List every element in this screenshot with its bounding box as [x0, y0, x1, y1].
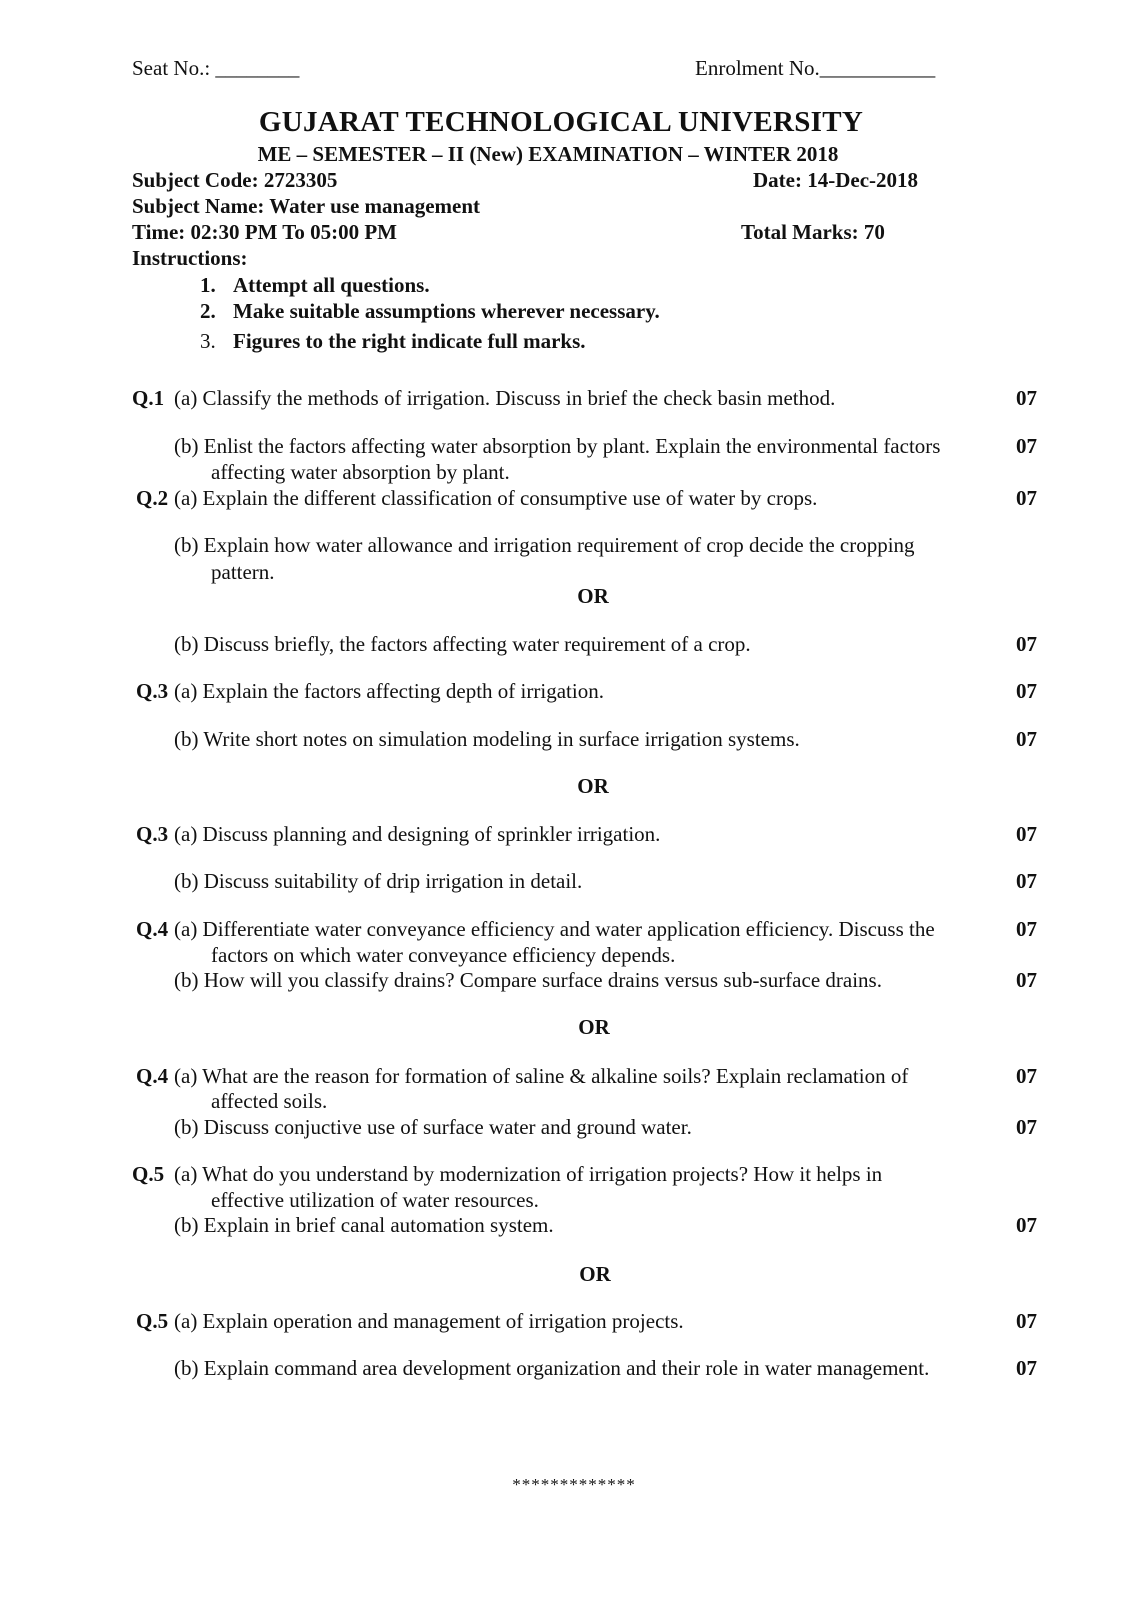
or-divider: OR [577, 774, 609, 798]
marks: 07 [1016, 1115, 1037, 1139]
question-label: Q.4 [136, 1064, 169, 1088]
question-label: Q.4 [136, 917, 169, 941]
marks: 07 [1016, 632, 1037, 656]
question-part-b-alt: (b) Discuss briefly, the factors affecting water requirement of a crop. [174, 632, 751, 656]
question-label: Q.2 [136, 486, 169, 510]
question-label: Q.5 [132, 1162, 165, 1186]
exam-title: ME – SEMESTER – II (New) EXAMINATION – WINTER 2018 [257, 142, 839, 166]
marks: 07 [1016, 968, 1037, 992]
total-marks: Total Marks: 70 [741, 220, 885, 244]
marks: 07 [1016, 1213, 1037, 1237]
marks: 07 [1016, 434, 1037, 458]
instruction-text: Attempt all questions. [233, 273, 430, 297]
question-part-b: (b) Enlist the factors affecting water absorption by plant. Explain the environmental factors [174, 434, 941, 458]
question-label: Q.3 [136, 822, 169, 846]
university-title: GUJARAT TECHNOLOGICAL UNIVERSITY [258, 106, 864, 138]
question-label: Q.5 [136, 1309, 169, 1333]
marks: 07 [1016, 1356, 1037, 1380]
or-divider: OR [579, 1262, 611, 1286]
question-part-b-alt: (b) Discuss suitability of drip irrigation in detail. [174, 869, 583, 893]
marks: 07 [1016, 1309, 1037, 1333]
question-part-a-continued: effective utilization of water resources. [211, 1188, 539, 1212]
question-part-a-alt: (a) What are the reason for formation of saline & alkaline soils? Explain reclamation of [174, 1064, 909, 1088]
question-part-a: (a) Explain the different classification of consumptive use of water by crops. [174, 486, 818, 510]
marks: 07 [1016, 869, 1037, 893]
marks: 07 [1016, 1064, 1037, 1088]
instruction-text: Make suitable assumptions wherever necessary. [233, 299, 660, 323]
question-part-b-continued: affecting water absorption by plant. [211, 460, 510, 484]
instruction-number: 1. [200, 273, 216, 297]
instruction-text: Figures to the right indicate full marks. [233, 329, 586, 353]
end-of-paper-marker: ************* [512, 1475, 636, 1494]
question-part-b-alt: (b) Explain command area development organization and their role in water management. [174, 1356, 930, 1380]
question-label: Q.1 [132, 386, 165, 410]
seat-number: Seat No.: ________ [132, 56, 300, 80]
question-part-a-continued: factors on which water conveyance efficiency depends. [211, 943, 676, 967]
question-part-b: (b) Explain in brief canal automation system. [174, 1213, 554, 1237]
subject-code: Subject Code: 2723305 [132, 168, 338, 192]
marks: 07 [1016, 386, 1037, 410]
question-part-b: (b) Explain how water allowance and irrigation requirement of crop decide the cropping [174, 533, 915, 557]
or-divider: OR [577, 584, 609, 608]
subject-name: Subject Name: Water use management [132, 194, 481, 218]
question-part-a: (a) Classify the methods of irrigation. Discuss in brief the check basin method. [174, 386, 836, 410]
exam-time: Time: 02:30 PM To 05:00 PM [132, 220, 398, 244]
question-part-b: (b) Write short notes on simulation modeling in surface irrigation systems. [174, 727, 800, 751]
question-part-a: (a) What do you understand by modernization of irrigation projects? How it helps in [174, 1162, 883, 1186]
instruction-number: 3. [200, 329, 216, 353]
question-part-a: (a) Explain the factors affecting depth of irrigation. [174, 679, 604, 703]
question-label: Q.3 [136, 679, 169, 703]
or-divider: OR [578, 1015, 610, 1039]
instruction-number: 2. [200, 299, 216, 323]
marks: 07 [1016, 679, 1037, 703]
question-part-a-alt: (a) Discuss planning and designing of sprinkler irrigation. [174, 822, 661, 846]
question-part-a-alt: (a) Explain operation and management of irrigation projects. [174, 1309, 684, 1333]
question-part-b-alt: (b) Discuss conjuctive use of surface water and ground water. [174, 1115, 692, 1139]
question-part-a: (a) Differentiate water conveyance efficiency and water application efficiency. Discuss the [174, 917, 935, 941]
instructions-label: Instructions: [132, 246, 248, 270]
marks: 07 [1016, 727, 1037, 751]
question-part-b: (b) How will you classify drains? Compare surface drains versus sub-surface drains. [174, 968, 882, 992]
marks: 07 [1016, 822, 1037, 846]
question-part-a-alt-continued: affected soils. [211, 1089, 328, 1113]
marks: 07 [1016, 486, 1037, 510]
question-part-b-continued: pattern. [211, 560, 275, 584]
marks: 07 [1016, 917, 1037, 941]
enrolment-number: Enrolment No.___________ [695, 56, 936, 80]
exam-date: Date: 14-Dec-2018 [753, 168, 919, 192]
